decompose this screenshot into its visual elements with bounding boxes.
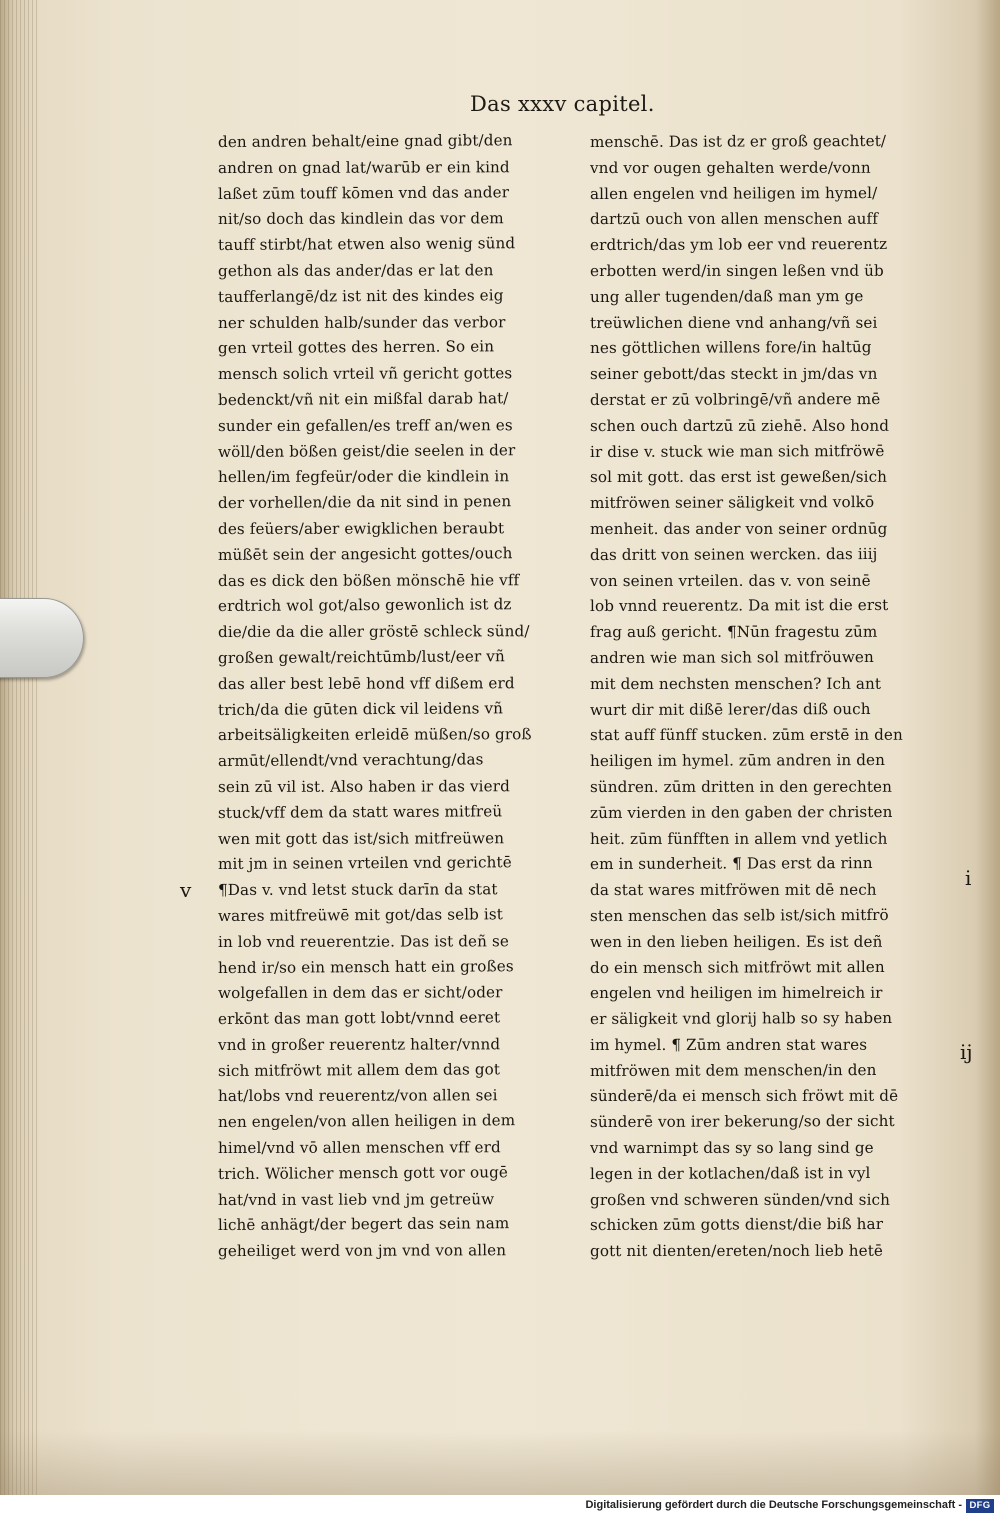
- right_column-line: em in sunderheit. ¶ Das erst da rinn: [589, 854, 873, 874]
- right_column-line: sol mit gott. das erst ist geweßen/sich: [589, 468, 888, 487]
- right_column-line: erdtrich/das ym lob eer vnd reuerentz: [589, 235, 888, 255]
- margin-note-right-bottom: ij: [960, 1040, 973, 1064]
- right_column-line: ung aller tugenden/daß man ym ge: [589, 286, 864, 306]
- left_column-line: tauff stirbt/hat etwen also wenig sünd: [217, 234, 516, 255]
- chapter-heading: Das xxxv capitel.: [470, 92, 655, 116]
- left_column-line: wares mitfreüwē mit got/das selb ist: [217, 905, 504, 925]
- right_column-line: menheit. das ander von seiner ordnūg: [589, 519, 888, 538]
- funding-notice: Digitalisierung gefördert durch die Deutsche Forschungsgemeinschaft -: [585, 1499, 962, 1511]
- left_column-line: andren on gnad lat/warūb er ein kind: [217, 158, 510, 177]
- margin-note-left: v: [180, 878, 192, 902]
- left_column-line: großen gewalt/reichtūmb/lust/eer vñ: [217, 647, 505, 667]
- right_column-line: seiner gebott/das steckt in jm/das vn: [589, 364, 878, 384]
- left_column-line: armūt/ellendt/vnd verachtung/das: [217, 750, 484, 771]
- left_column-line: laßet zūm touff kōmen vnd das ander: [217, 182, 510, 203]
- right_column-line: sünderē von irer bekerung/so der sicht: [589, 1112, 895, 1132]
- left_column-line: stuck/vff dem da statt wares mitfreü: [217, 801, 503, 822]
- right_column-line: engelen vnd heiligen im himelreich ir: [589, 984, 883, 1003]
- page-bottom-shadow: [0, 1430, 1000, 1495]
- left_column-line: bedenckt/vñ nit ein mißfal darab hat/: [217, 389, 509, 409]
- right_column-line: mitfröwen seiner säligkeit vnd volkō: [589, 493, 875, 513]
- right_column-line: im hymel. ¶ Zūm andren stat wares: [589, 1035, 868, 1054]
- left_column-line: nit/so doch das kindlein das vor dem: [217, 209, 504, 229]
- right_column-line: schicken zūm gotts dienst/die biß har: [589, 1215, 884, 1235]
- right_column-line: stat auff fünff stucken. zūm erstē in den: [589, 726, 903, 745]
- left_column-line: lichē anhägt/der begert das sein nam: [217, 1214, 510, 1235]
- left_column-line: den andren behalt/eine gnad gibt/den: [217, 131, 513, 151]
- left_column-line: nen engelen/von allen heiligen in dem: [217, 1111, 516, 1132]
- right_column-line: das dritt von seinen wercken. das iiij: [589, 544, 878, 564]
- left_column-line: sunder ein gefallen/es treff an/wen es: [217, 415, 513, 435]
- margin-note-right-top: i: [965, 866, 972, 890]
- right-text-column: [590, 130, 952, 1265]
- left_column-line: gethon als das ander/das er lat den: [217, 261, 494, 280]
- left_column-line: wöll/den bößen geist/die seelen in der: [217, 440, 516, 461]
- left_column-line: wolgefallen in dem das er sicht/oder: [217, 983, 503, 1003]
- right_column-line: allen engelen vnd heiligen im hymel/: [589, 183, 878, 203]
- right_column-line: großen vnd schweren sünden/vnd sich: [589, 1190, 891, 1209]
- right_column-line: legen in der kotlachen/daß ist in vyl: [589, 1163, 871, 1183]
- right_column-line: heiligen im hymel. zūm andren in den: [589, 751, 886, 771]
- left_column-line: ¶Das v. vnd letst stuck darīn da stat: [217, 880, 498, 900]
- left_column-line: sein zū vil ist. Also haben ir das vierd: [217, 777, 510, 796]
- right_column-line: sünderē/da ei mensch sich fröwt mit dē: [589, 1087, 899, 1106]
- right_column-line: zūm vierden in den gaben der christen: [589, 802, 893, 822]
- right_column-line: mitfröwen mit dem menschen/in den: [589, 1060, 877, 1080]
- right_column-line: heit. zūm fünfften in allem vnd yetlich: [589, 829, 888, 848]
- right_column-line: menschē. Das ist dz er groß geachtet/: [589, 131, 887, 151]
- left_column-line: müßēt sein der angesicht gottes/ouch: [217, 543, 513, 564]
- left_column-line: wen mit gott das ist/sich mitfreüwen: [217, 828, 505, 848]
- right_column-line: erbotten werd/in singen leßen vnd üb: [589, 261, 884, 280]
- right_column-line: dartzū ouch von allen menschen auff: [589, 210, 878, 229]
- right_column-line: schen ouch dartzū zū ziehē. Also hond: [589, 416, 890, 435]
- left_column-line: hat/lobs vnd reuerentz/von allen sei: [217, 1086, 498, 1106]
- left_column-line: der vorhellen/die da nit sind in penen: [217, 492, 512, 513]
- right_column-line: ir dise v. stuck wie man sich mitfröwē: [589, 441, 885, 461]
- bookmark-clip: [0, 598, 84, 678]
- left_column-line: hat/vnd in vast lieb vnd jm getreüw: [217, 1189, 495, 1209]
- right_column-line: frag auß gericht. ¶Nūn fragestu zūm: [589, 622, 878, 642]
- right_column-line: wen in den lieben heiligen. Es ist deñ: [589, 932, 883, 951]
- footer-bar: [0, 1495, 1000, 1519]
- right_column-line: lob vnnd reuerentz. Da mit ist die erst: [589, 596, 889, 616]
- left_column-line: trich/da die gūten dick vil leidens vñ: [217, 698, 504, 719]
- left_column-line: mit jm in seinen vrteilen vnd gerichtē: [217, 853, 512, 874]
- right_column-line: wurt dir mit dißē lerer/das diß ouch: [589, 699, 871, 719]
- left_column-line: ner schulden halb/sunder das verbor: [217, 312, 506, 332]
- left_column-line: geheiliget werd von jm vnd von allen: [217, 1241, 507, 1261]
- left-text-column: [218, 130, 580, 1265]
- left_column-line: mensch solich vrteil vñ gericht gottes: [217, 364, 513, 384]
- right_column-line: nes göttlichen willens fore/in haltūg: [589, 338, 872, 358]
- left_column-line: gen vrteil gottes des herren. So ein: [217, 337, 495, 358]
- right_column-line: do ein mensch sich mitfröwt mit allen: [589, 957, 885, 977]
- right_column-line: sündren. zūm dritten in den gerechten: [589, 777, 893, 796]
- right_column-line: andren wie man sich sol mitfröuwen: [589, 647, 874, 667]
- right_column-line: derstat er zū volbringē/vñ andere mē: [589, 389, 881, 409]
- left_column-line: erdtrich wol got/also gewonlich ist dz: [217, 595, 512, 616]
- left_column-line: hend ir/so ein mensch hatt ein großes: [217, 956, 514, 977]
- dfg-logo: DFG: [966, 1499, 994, 1513]
- right_column-line: vnd vor ougen gehalten werde/vonn: [589, 158, 871, 177]
- left_column-line: hellen/im fegfeür/oder die kindlein in: [217, 467, 510, 487]
- left_column-line: arbeitsäligkeiten erleidē müßen/so groß: [217, 725, 532, 745]
- right_column-line: gott nit dienten/ereten/noch lieb hetē: [589, 1242, 884, 1261]
- left_column-line: erkōnt das man gott lobt/vnnd eeret: [217, 1008, 501, 1029]
- right_column-line: er säligkeit vnd glorij halb so sy haben: [589, 1009, 893, 1029]
- left_column-line: taufferlangē/dz ist nit des kindes eig: [217, 286, 504, 306]
- left_column-line: das es dick den bößen mönschē hie vff: [217, 570, 520, 590]
- left_column-line: des feüers/aber ewigklichen beraubt: [217, 519, 505, 538]
- left_column-line: sich mitfröwt mit allem dem das got: [217, 1059, 501, 1080]
- left_column-line: in lob vnd reuerentzie. Das ist deñ se: [217, 931, 509, 951]
- left_column-line: trich. Wölicher mensch gott vor ougē: [217, 1163, 509, 1183]
- right_column-line: treüwlichen diene vnd anhang/vñ sei: [589, 313, 878, 332]
- right_column-line: von seinen vrteilen. das v. von seinē: [589, 571, 871, 590]
- right_column-line: da stat wares mitfröwen mit dē nech: [589, 880, 877, 900]
- right_column-line: mit dem nechsten menschen? Ich ant: [589, 674, 882, 693]
- left_column-line: himel/vnd vō allen menschen vff erd: [217, 1138, 501, 1158]
- page-edge-stack: [0, 0, 40, 1495]
- right_column-line: vnd warnimpt das sy so lang sind ge: [589, 1138, 874, 1158]
- left_column-line: die/die da die aller gröstē schleck sünd/: [217, 622, 530, 642]
- left_column-line: vnd in großer reuerentz halter/vnnd: [217, 1035, 501, 1054]
- left_column-line: das aller best lebē hond vff dißem erd: [217, 673, 515, 693]
- right_column-line: sten menschen das selb ist/sich mitfrö: [589, 905, 889, 925]
